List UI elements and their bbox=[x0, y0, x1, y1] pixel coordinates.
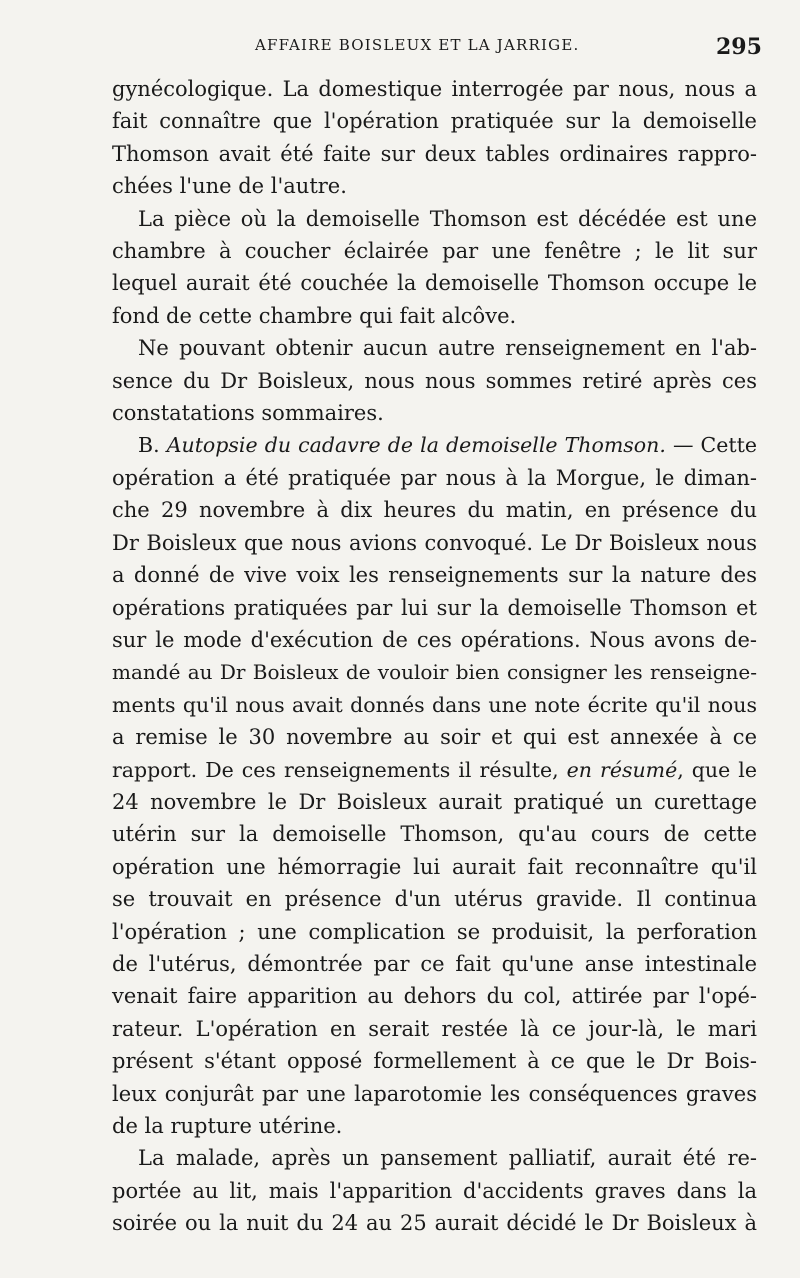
text-line: leux conjurât par une laparotomie les conséquences graves bbox=[112, 1081, 757, 1106]
text-line: ments qu'il nous avait donnés dans une note écrite qu'il nous bbox=[112, 692, 757, 717]
text-line: opération une hémorragie lui aurait fait reconnaître qu'il bbox=[112, 854, 757, 879]
italic-phrase: en résumé bbox=[566, 757, 678, 782]
text-line: se trouvait en présence d'un utérus gravide. Il continua bbox=[112, 887, 757, 912]
text-line: de la rupture utérine. bbox=[112, 1114, 343, 1138]
text-line bbox=[112, 429, 757, 461]
text-line: portée au lit, mais l'apparition d'accidents graves dans la bbox=[112, 1178, 757, 1203]
text-line: l'opération ; une complication se produisit, la perforation bbox=[112, 919, 757, 944]
text-line: a donné de vive voix les renseignements sur la nature des bbox=[112, 563, 757, 588]
text-line: Ne pouvant obtenir aucun autre renseignement en l'ab- bbox=[138, 336, 757, 361]
text-line: Thomson avait été faite sur deux tables ordinaires rappro- bbox=[112, 141, 757, 166]
running-title: AFFAIRE BOISLEUX ET LA JARRIGE. bbox=[255, 36, 580, 54]
text-line: présent s'étant opposé formellement à ce que le Dr Bois- bbox=[112, 1049, 757, 1074]
body-text bbox=[112, 73, 757, 1240]
text-line bbox=[112, 754, 757, 786]
text-line: sence du Dr Boisleux, nous nous sommes retiré après ces bbox=[112, 368, 757, 393]
text-line: opérations pratiquées par lui sur la demoiselle Thomson et bbox=[112, 595, 757, 620]
text-line: Dr Boisleux que nous avions convoqué. Le Dr Boisleux nous bbox=[112, 530, 757, 555]
page-number: 295 bbox=[716, 34, 762, 60]
text-line: de l'utérus, démontrée par ce fait qu'une anse intestinale bbox=[112, 951, 757, 976]
text-fragment: rapport. De ces renseignements il résulte, bbox=[112, 757, 567, 782]
text-line: fait connaître que l'opération pratiquée sur la demoiselle bbox=[112, 109, 757, 134]
text-line: gynécologique. La domestique interrogée par nous, nous a bbox=[112, 77, 757, 101]
text-line: La pièce où la demoiselle Thomson est décédée est une bbox=[138, 206, 757, 231]
text-line: chambre à coucher éclairée par une fenêtre ; le lit sur bbox=[112, 239, 757, 264]
text-line: a remise le 30 novembre au soir et qui est annexée à ce bbox=[112, 725, 757, 750]
text-line: La malade, après un pansement palliatif, aurait été re- bbox=[138, 1146, 757, 1171]
text-line: chées l'une de l'autre. bbox=[112, 174, 347, 199]
text-line: utérin sur la demoiselle Thomson, qu'au cours de cette bbox=[112, 822, 757, 847]
text-line: fond de cette chambre qui fait alcôve. bbox=[112, 303, 517, 328]
text-fragment: — Cette bbox=[665, 433, 757, 458]
text-line: 24 novembre le Dr Boisleux aurait pratiqué un curettage bbox=[112, 789, 757, 814]
page-header bbox=[0, 34, 800, 64]
section-label: B. bbox=[138, 433, 167, 458]
text-line: opération a été pratiquée par nous à la Morgue, le diman- bbox=[112, 465, 757, 490]
text-line: mandé au Dr Boisleux de vouloir bien consigner les renseigne- bbox=[112, 660, 757, 685]
text-line: soirée ou la nuit du 24 au 25 aurait décidé le Dr Boisleux à bbox=[112, 1211, 757, 1236]
text-line: lequel aurait été couchée la demoiselle Thomson occupe le bbox=[112, 271, 757, 296]
text-line: venait faire apparition au dehors du col, attirée par l'opé- bbox=[112, 984, 757, 1009]
text-line: che 29 novembre à dix heures du matin, en présence du bbox=[112, 498, 757, 523]
text-fragment: , que le bbox=[677, 757, 757, 782]
text-line: constatations sommaires. bbox=[112, 401, 384, 426]
text-line: sur le mode d'exécution de ces opérations. Nous avons de- bbox=[112, 627, 757, 652]
text-line: rateur. L'opération en serait restée là ce jour-là, le mari bbox=[112, 1016, 757, 1041]
section-heading: Autopsie du cadavre de la demoiselle Thomson. bbox=[166, 433, 666, 458]
